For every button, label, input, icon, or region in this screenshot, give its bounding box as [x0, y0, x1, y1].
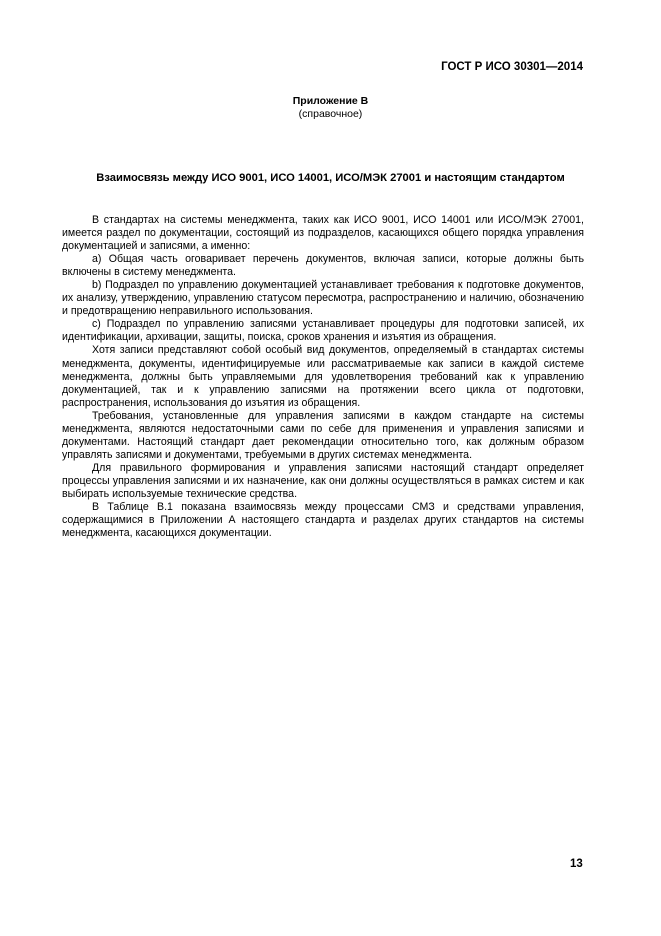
- page-number: 13: [570, 858, 583, 870]
- body-text: [62, 214, 584, 540]
- standard-code-header: ГОСТ Р ИСО 30301—2014: [441, 61, 583, 73]
- appendix-title: Приложение В: [292, 95, 369, 107]
- paragraph-records-documents: Хотя записи представляют собой особый вид документов, определяемый в стандартах системы менеджмента, документы, идентифицируемые или рассматриваемые как записи в каждой системе менеджмента, должны быть управляемыми для удовлетворения требований как к управлению документацией, так и к управлению записями на протяжении всего цикла от подготовки, распространения, использования до изъятия из обращения.: [62, 344, 584, 409]
- appendix-subtitle: (справочное): [298, 108, 363, 120]
- paragraph-intro: В стандартах на системы менеджмента, таких как ИСО 9001, ИСО 14001 или ИСО/МЭК 27001, имеется раздел по документации, состоящий из подразделов, касающихся общего порядка управления документацией и записями, а именно:: [62, 214, 584, 253]
- document-title: Взаимосвязь между ИСО 9001, ИСО 14001, ИСО/МЭК 27001 и настоящим стандартом: [96, 172, 565, 184]
- paragraph-table-reference: В Таблице В.1 показана взаимосвязь между процессами СМЗ и средствами управления, содержащимися в Приложении А настоящего стандарта и разделах других стандартов на системы менеджмента, касающихся документации.: [62, 501, 584, 540]
- paragraph-requirements: Требования, установленные для управления записями в каждом стандарте на системы менеджмента, являются недостаточными сами по себе для применения и управления записями и документами. Настоящий стандарт дает рекомендации относительно того, как должным образом управлять записями и документами, требуемыми в других системах менеджмента.: [62, 409, 584, 461]
- paragraph-formation: Для правильного формирования и управления записями настоящий стандарт определяет процессы управления записями и их назначение, как они должны осуществляться в рамках систем и как выбирать используемые технические средства.: [62, 461, 584, 500]
- paragraph-item-a: a) Общая часть оговаривает перечень документов, включая записи, которые должны быть включены в систему менеджмента.: [62, 253, 584, 279]
- appendix-heading: [0, 95, 661, 121]
- paragraph-item-c: c) Подраздел по управлению записями устанавливает процедуры для подготовки записей, их идентификации, архивации, защиты, поиска, сроков хранения и изъятия из обращения.: [62, 318, 584, 344]
- paragraph-item-b: b) Подраздел по управлению документацией устанавливает требования к подготовке документов, их анализу, утверждению, управлению статусом пересмотра, распространению и наличию, обозначению и предотвращению неправильного использования.: [62, 279, 584, 318]
